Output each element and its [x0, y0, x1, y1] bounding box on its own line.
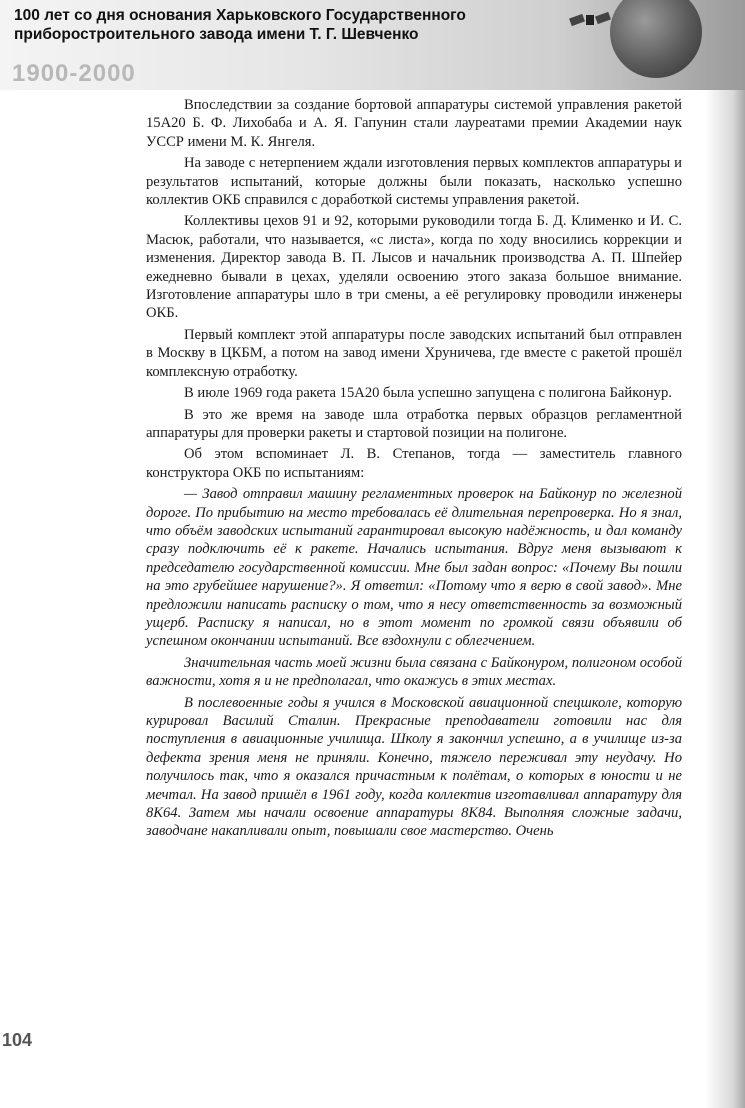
running-header	[14, 6, 554, 44]
paragraph: Об этом вспоминает Л. В. Степанов, тогда — заместитель главного конструктора ОКБ по испытаниям:	[146, 446, 682, 481]
page-number: 104	[2, 1030, 33, 1050]
paragraph: На заводе с нетерпением ждали изготовления первых комплектов аппаратуры и результатов испытаний, которые должны были показать, насколько успешно коллектив ОКБ справился с доработкой системы управления ракетой.	[146, 155, 682, 209]
paragraph: В это же время на заводе шла отработка первых образцов регламентной аппаратуры для проверки ракеты и стартовой позиции на полигоне.	[146, 406, 682, 441]
page-edge-shadow	[705, 90, 745, 1108]
quote-paragraph: В послевоенные годы я учился в Московской авиационной спецшколе, которую курировал Василий Сталин. Прекрасные преподаватели готовили нас для поступления в авиационные училища. Школу я закончил успешно, а в училище из-за дефекта зрения меня не приняли. Конечно, тяжело переживал эту неудачу. Но получилось так, что я оказался причастным к полётам, о которых в юности и не мечтал. На завод пришёл в 1961 году, когда коллектив изготавливал аппаратуру для 8К64. Затем мы начали освоение аппаратуры 8К84. Выполняя сложные задачи, заводчане накапливали опыт, повышали свое мастерство. Очень	[146, 694, 682, 840]
quote-paragraph: Значительная часть моей жизни была связана с Байконуром, полигоном особой важности, хотя я и не предполагал, что окажусь в этих местах.	[146, 654, 682, 690]
quote-paragraph: — Завод отправил машину регламентных проверок на Байконур по железной дороге. По прибытию на место требовалась её длительная перепроверка. Но я знал, что объём заводских испытаний гарантировал высокую надёжность, и дал команду сразу подключить её к ракете. Начались испытания. Вдруг меня вызывают к председателю государственной комиссии. Мне был задан вопрос: «Почему Вы пошли на это грубейшее нарушение?». Я ответил: «Потому что я верю в свой завод». Мне предложили написать расписку о том, что я несу ответственность за возможный ущерб. Расписку я написал, но в этот момент по громкой связи объявили об успешном окончании испытаний. Все вздохнули с облегчением.	[146, 486, 682, 650]
paragraph: Впоследствии за создание бортовой аппаратуры системой управления ракетой 15А20 Б. Ф. Лихобаба и А. Я. Гапунин стали лауреатами премии Академии наук УССР имени М. К. Янгеля.	[146, 97, 682, 150]
years-label: 1900-2000	[12, 60, 136, 87]
header-title-line2: приборостроительного завода имени Т. Г. Шевченко	[14, 26, 419, 43]
paragraph: В июле 1969 года ракета 15А20 была успешно запущена с полигона Байконур.	[184, 385, 672, 402]
satellite-icon	[568, 6, 612, 36]
header-title-line1: 100 лет со дня основания Харьковского Государственного	[14, 7, 466, 24]
paragraph: Коллективы цехов 91 и 92, которыми руководили тогда Б. Д. Клименко и И. С. Масюк, работали, что называется, «с листа», когда по ходу вносились коррекции и изменения. Директор завода В. П. Лысов и начальник производства А. П. Шпейер ежедневно бывали в цехах, уделяли освоению этого заказа большое внимание. Изготовление аппаратуры шло в три смены, а её регулировку проводили инженеры ОКБ.	[146, 213, 682, 322]
paragraph: Первый комплект этой аппаратуры после заводских испытаний был отправлен в Москву в ЦКБМ, а потом на завод имени Хруничева, где вместе с ракетой прошёл комплексную отработку.	[146, 326, 682, 380]
body-text	[146, 96, 682, 844]
